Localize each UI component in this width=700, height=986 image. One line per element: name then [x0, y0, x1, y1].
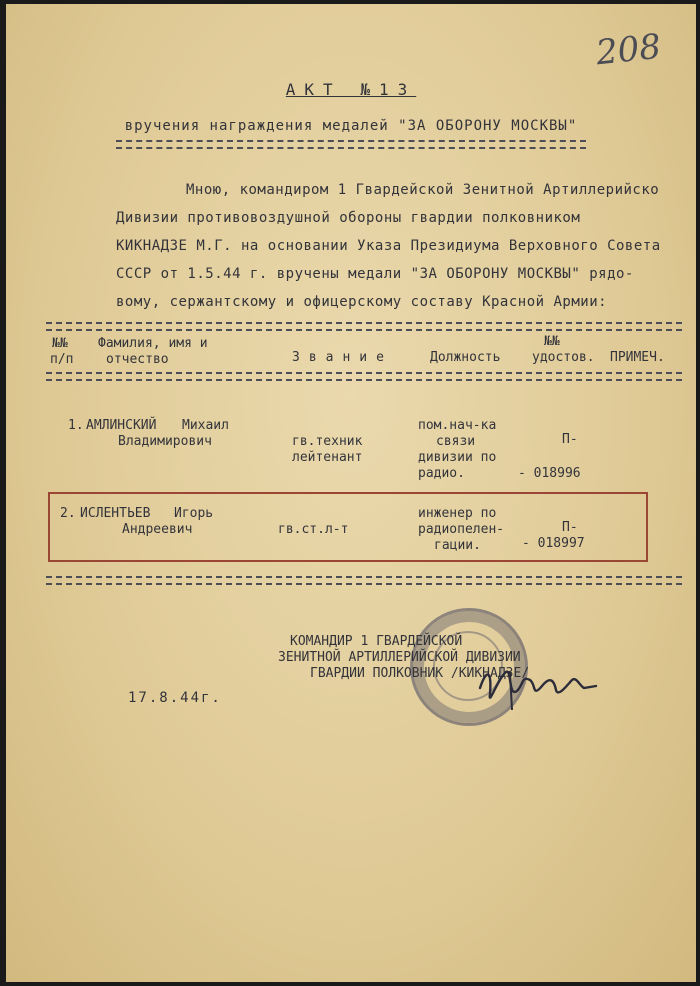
- row-number: 1.: [68, 418, 84, 433]
- body-line: КИКНАДЗЕ М.Г. на основании Указа Президиума Верховного Совета: [116, 238, 661, 254]
- row-position: связи: [436, 434, 476, 449]
- body-line: СССР от 1.5.44 г. вручены медали "ЗА ОБОРОНУ МОСКВЫ" рядо-: [116, 266, 634, 282]
- row-number: 2.: [60, 506, 76, 521]
- row-patronymic: Владимирович: [118, 434, 212, 449]
- body-line: Дивизии противовоздушной обороны гвардии полковником: [116, 210, 581, 226]
- body-line: вому, сержантскому и офицерскому составу Красной Армии:: [116, 294, 608, 310]
- row-position: инженер по: [418, 506, 497, 521]
- document-subtitle: вручения награждения медалей "ЗА ОБОРОНУ МОСКВЫ": [124, 118, 578, 134]
- table-top-rule: [46, 322, 682, 331]
- row-position: дивизии по: [418, 450, 497, 465]
- row-position: пом.нач-ка: [418, 418, 497, 433]
- document-page: [6, 4, 696, 982]
- row-rank: гв.ст.л-т: [278, 522, 349, 537]
- subtitle-underline: [116, 140, 586, 149]
- handwritten-signature: [472, 650, 602, 720]
- row-position: гации.: [434, 538, 481, 553]
- page-number: 208: [594, 26, 663, 74]
- row-surname: ИСЛЕНТЬЕВ: [80, 506, 151, 521]
- row-position: радио.: [418, 466, 465, 481]
- header-bottom-rule: [46, 372, 682, 381]
- row-cert-prefix: П-: [562, 520, 578, 535]
- row-patronymic: Андреевич: [122, 522, 193, 537]
- row-cert-number: - 018996: [518, 466, 581, 481]
- document-date: 17.8.44г.: [128, 690, 222, 706]
- body-line: Мною, командиром 1 Гвардейской Зенитной Артиллерийско: [186, 182, 660, 198]
- row-position: радиопелен-: [418, 522, 505, 537]
- header-name-bottom: отчество: [106, 352, 169, 367]
- row-first-name: Игорь: [174, 506, 214, 521]
- row-rank: лейтенант: [292, 450, 363, 465]
- signature-line: ГВАРДИИ ПОЛКОВНИК /КИКНАДЗЕ/: [310, 666, 530, 681]
- header-position: Должность: [430, 350, 501, 365]
- header-name-top: Фамилия, имя и: [98, 336, 208, 351]
- row-cert-prefix: П-: [562, 432, 578, 447]
- signature-line: ЗЕНИТНОЙ АРТИЛЛЕРИЙСКОЙ ДИВИЗИИ: [278, 650, 521, 665]
- header-cert-top: №№: [544, 334, 560, 349]
- header-rank: Звание: [292, 350, 393, 365]
- row-first-name: Михаил: [182, 418, 229, 433]
- header-cert-bottom: удостов.: [532, 350, 595, 365]
- row-cert-number: - 018997: [522, 536, 585, 551]
- row-surname: АМЛИНСКИЙ: [86, 418, 157, 433]
- document-title: АКТ №13: [285, 80, 417, 99]
- header-note: ПРИМЕЧ.: [610, 350, 665, 365]
- header-num-top: №№: [52, 336, 68, 351]
- row-rank: гв.техник: [292, 434, 363, 449]
- signature-line: КОМАНДИР 1 ГВАРДЕЙСКОЙ: [290, 634, 463, 649]
- table-bottom-rule: [46, 576, 682, 585]
- header-num-bottom: п/п: [50, 352, 74, 367]
